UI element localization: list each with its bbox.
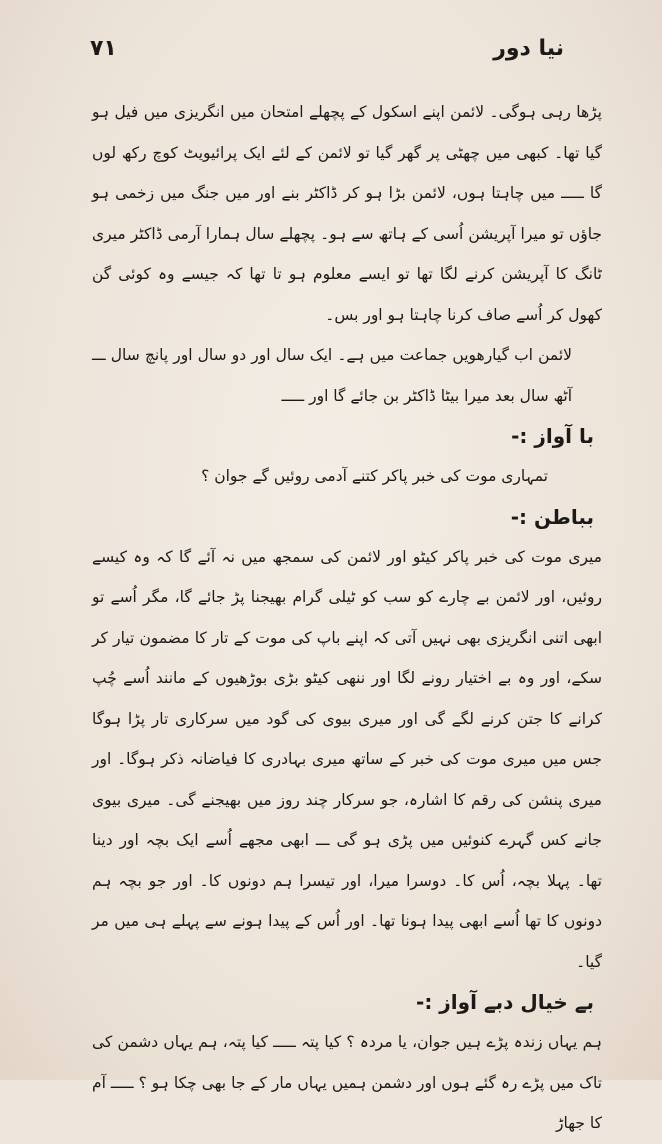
- page-number: ۷۱: [90, 36, 117, 61]
- page-body: [92, 92, 602, 1144]
- paragraph-1: پڑھا رہی ہوگی۔ لائمن اپنے اسکول کے پچھلے امتحان میں انگریزی میں فیل ہو گیا تھا۔ کبھی میں چھٹی پر گھر گیا تو لائمن کے لئے ایک پرائیویٹ کوچ رکھ لوں گا ـــــ میں چاہتا ہوں، لائمن بڑا ہو کر ڈاکٹر بنے اور میں جنگ میں زخمی ہو جاؤں تو میرا آپریشن اُسی کے ہاتھ سے ہو۔ پچھلے سال ہمارا آرمی ڈاکٹر میری ٹانگ کا آپریشن کرنے لگا تھا تو ایسے معلوم ہو تا تھا کہ جیسے وہ کوئی گن کھول کر اُسے صاف کرنا چاہتا ہو اور بس۔: [92, 103, 602, 324]
- speaker-heading-be-khayal: بے خیال دبے آواز :-: [416, 990, 594, 1014]
- running-title: نیا دور: [493, 36, 564, 61]
- page-header: [90, 36, 564, 72]
- paragraph-2: لائمن اب گیارھویں جماعت میں ہے۔ ایک سال اور دو سال اور پانچ سال ـــ آٹھ سال بعد میرا بیٹا ڈاکٹر بن جائے گا اور ـــــ: [92, 346, 572, 405]
- paragraph-4: ہم یہاں زندہ پڑے ہیں جوان، یا مردہ ؟ کیا پتہ ـــــ کیا پتہ، ہم یہاں دشمن کی تاک میں پڑے رہ گئے ہوں اور دشمن ہمیں یہاں مار کے جا بھی چکا ہو ؟ ـــــ آم کا جھاڑ: [92, 1033, 602, 1132]
- speaker-heading-ba-awaz: با آواز :-: [511, 424, 594, 448]
- paragraph-3: میری موت کی خبر پاکر کیٹو اور لائمن کی سمجھ میں نہ آئے گا کہ وہ کیسے روئیں، اور لائمن بے چارے کو سب کو ٹیلی گرام بھیجنا پڑ جائے گا، مگر اُسے تو ابھی اتنی انگریزی بھی نہیں آتی کہ اپنے باپ کی موت کے تار کا مضمون تیار کر سکے، اور وہ بے اختیار رونے لگا اور ننھی کیٹو بڑی بوڑھیوں کے مانند اُسے چُپ کرانے کا جتن کرنے لگے گی اور میری بیوی کی گود میں سرکاری تار پڑا ہوگا جس میں میری موت کی خبر کے ساتھ میری بہادری کا فیاضانہ ذکر ہوگا۔ اور میری پنشن کی رقم کا اشارہ، جو سرکار چند روز میں بھیجنے گی۔ میری بیوی جانے کس گہرے کنوئیں میں پڑی ہو گی ـــ ابھی مجھے اُسے ایک بچہ اور دینا تھا۔ پہلا بچہ، اُس کا۔ دوسرا میرا، اور تیسرا ہم دونوں کا۔ اور جو بچہ ہم دونوں کا تھا اُسے ابھی پیدا ہونا تھا۔ اور اُس کے پیدا ہونے سے پہلے ہی میں مر گیا۔: [92, 547, 602, 971]
- question-line: تمہاری موت کی خبر پاکر کتنے آدمی روئیں گے جوان ؟: [201, 467, 548, 485]
- speaker-heading-ba-batin: بباطن :-: [510, 504, 594, 529]
